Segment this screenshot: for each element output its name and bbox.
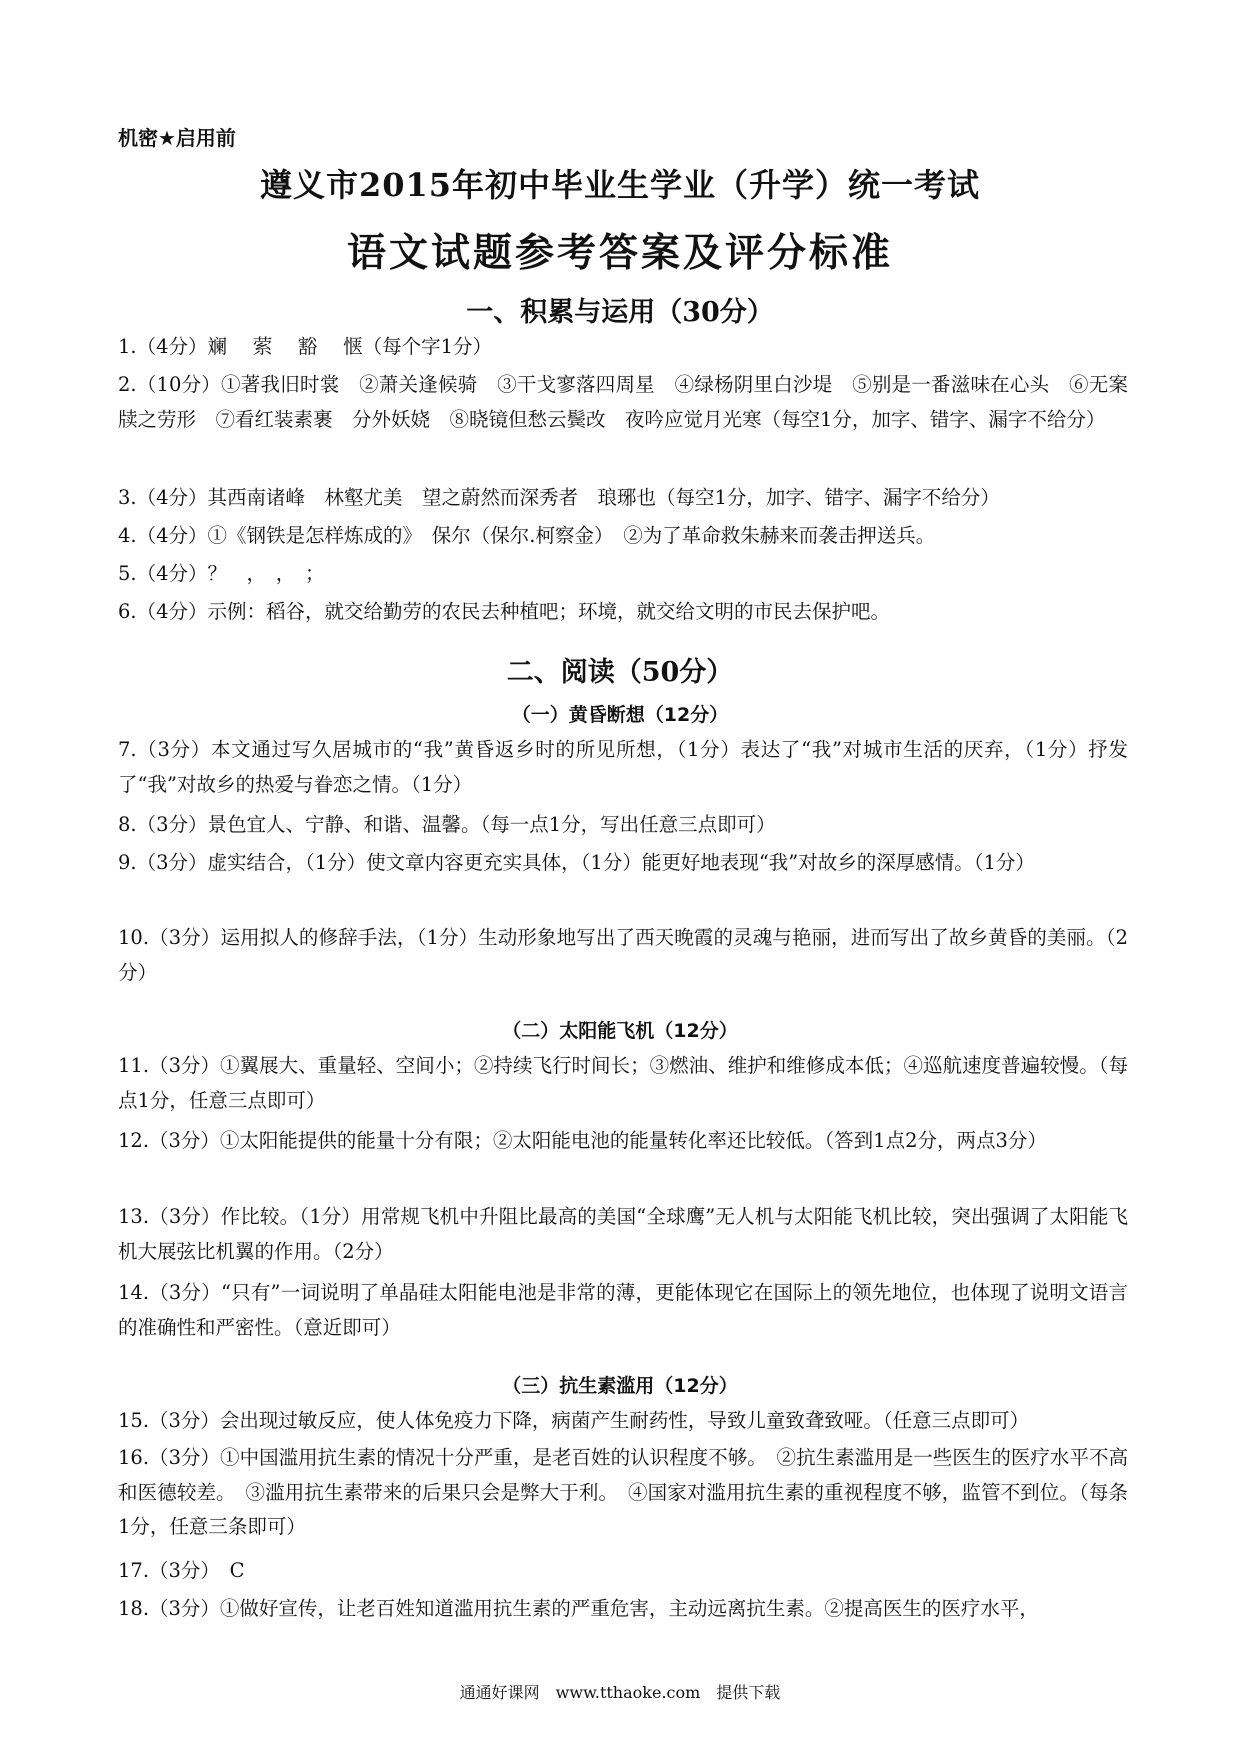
subsection-heading: （二）太阳能飞机（12分） — [502, 1020, 738, 1042]
answer-item: 12.（3分）①太阳能提供的能量十分有限；②太阳能电池的能量转化率还比较低。（答到1点2分，两点3分） — [118, 1129, 1047, 1152]
answer-item: 5.（4分）？ ， ， ； — [118, 562, 325, 585]
answer-item: 14.（3分）“只有”一词说明了单晶硅太阳能电池是非常的薄，更能体现它在国际上的领先地位，也体现了说明文语言的准确性和严密性。（意近即可） — [118, 1281, 1128, 1339]
answer-item: 11.（3分）①翼展大、重量轻、空间小；②持续飞行时间长；③燃油、维护和维修成本低；④巡航速度普遍较慢。（每点1分，任意三点即可） — [118, 1054, 1128, 1112]
answer-item: 17.（3分） C — [118, 1559, 245, 1582]
section-heading-reading: 二、阅读（50分） — [506, 657, 734, 688]
answer-item: 8.（3分）景色宜人、宁静、和谐、温馨。（每一点1分，写出任意三点即可） — [118, 813, 776, 836]
answer-item: 10.（3分）运用拟人的修辞手法，（1分）生动形象地写出了西天晚霞的灵魂与艳丽，进而写出了故乡黄昏的美丽。（2分） — [118, 926, 1128, 984]
confidential-mark: 机密★启用前 — [118, 126, 236, 150]
answer-item: 9.（3分）虚实结合，（1分）使文章内容更充实具体，（1分）能更好地表现“我”对故乡的深厚感情。（1分） — [118, 851, 1035, 874]
answer-item: 6.（4分）示例：稻谷，就交给勤劳的农民去种植吧；环境，就交给文明的市民去保护吧。 — [118, 600, 891, 623]
exam-title: 遵义市2015年初中毕业生学业（升学）统一考试 — [259, 166, 981, 204]
answer-item: 1.（4分）斓 萦 豁 惬（每个字1分） — [118, 335, 493, 358]
answer-item: 4.（4分）①《钢铁是怎样炼成的》 保尔（保尔.柯察金） ②为了革命救朱赫来而袭击押送兵。 — [118, 524, 936, 547]
answer-item: 13.（3分）作比较。（1分）用常规飞机中升阻比最高的美国“全球鹰”无人机与太阳能飞机比较，突出强调了太阳能飞机大展弦比机翼的作用。（2分） — [118, 1205, 1128, 1263]
subsection-heading: （一）黄昏断想（12分） — [511, 704, 729, 726]
answer-item: 3.（4分）其西南诸峰 林壑尤美 望之蔚然而深秀者 琅琊也（每空1分，加字、错字、漏字不给分） — [118, 486, 1000, 509]
document-title: 语文试题参考答案及评分标准 — [346, 231, 893, 276]
subsection-heading: （三）抗生素滥用（12分） — [502, 1375, 738, 1397]
section-heading-accumulation: 一、积累与运用（30分） — [466, 297, 774, 328]
answer-item: 7.（3分）本文通过写久居城市的“我”黄昏返乡时的所见所想，（1分）表达了“我”对城市生活的厌弃，（1分）抒发了“我”对故乡的热爱与眷恋之情。（1分） — [118, 738, 1128, 796]
answer-item: 2.（10分）①著我旧时裳 ②萧关逢候骑 ③干戈寥落四周星 ④绿杨阴里白沙堤 ⑤别是一番滋味在心头 ⑥无案牍之劳形 ⑦看红装素裹 分外妖娆 ⑧晓镜但愁云鬓改 夜吟应觉月光寒（每空1分，加字、错字、漏字不给分） — [118, 373, 1128, 431]
answer-item: 16.（3分）①中国滥用抗生素的情况十分严重，是老百姓的认识程度不够。 ②抗生素滥用是一些医生的医疗水平不高和医德较差。 ③滥用抗生素带来的后果只会是弊大于利。 ④国家对滥用抗生素的重视程度不够，监管不到位。（每条1分，任意三条即可） — [118, 1446, 1128, 1538]
answer-item: 15.（3分）会出现过敏反应，使人体免疫力下降，病菌产生耐药性，导致儿童致聋致哑。（任意三点即可） — [118, 1409, 1030, 1432]
answer-item: 18.（3分）①做好宣传，让老百姓知道滥用抗生素的严重危害，主动远离抗生素。②提高医生的医疗水平， — [118, 1597, 1039, 1620]
footer-source-note: 通通好课网 www.tthaoke.com 提供下载 — [459, 1683, 781, 1702]
